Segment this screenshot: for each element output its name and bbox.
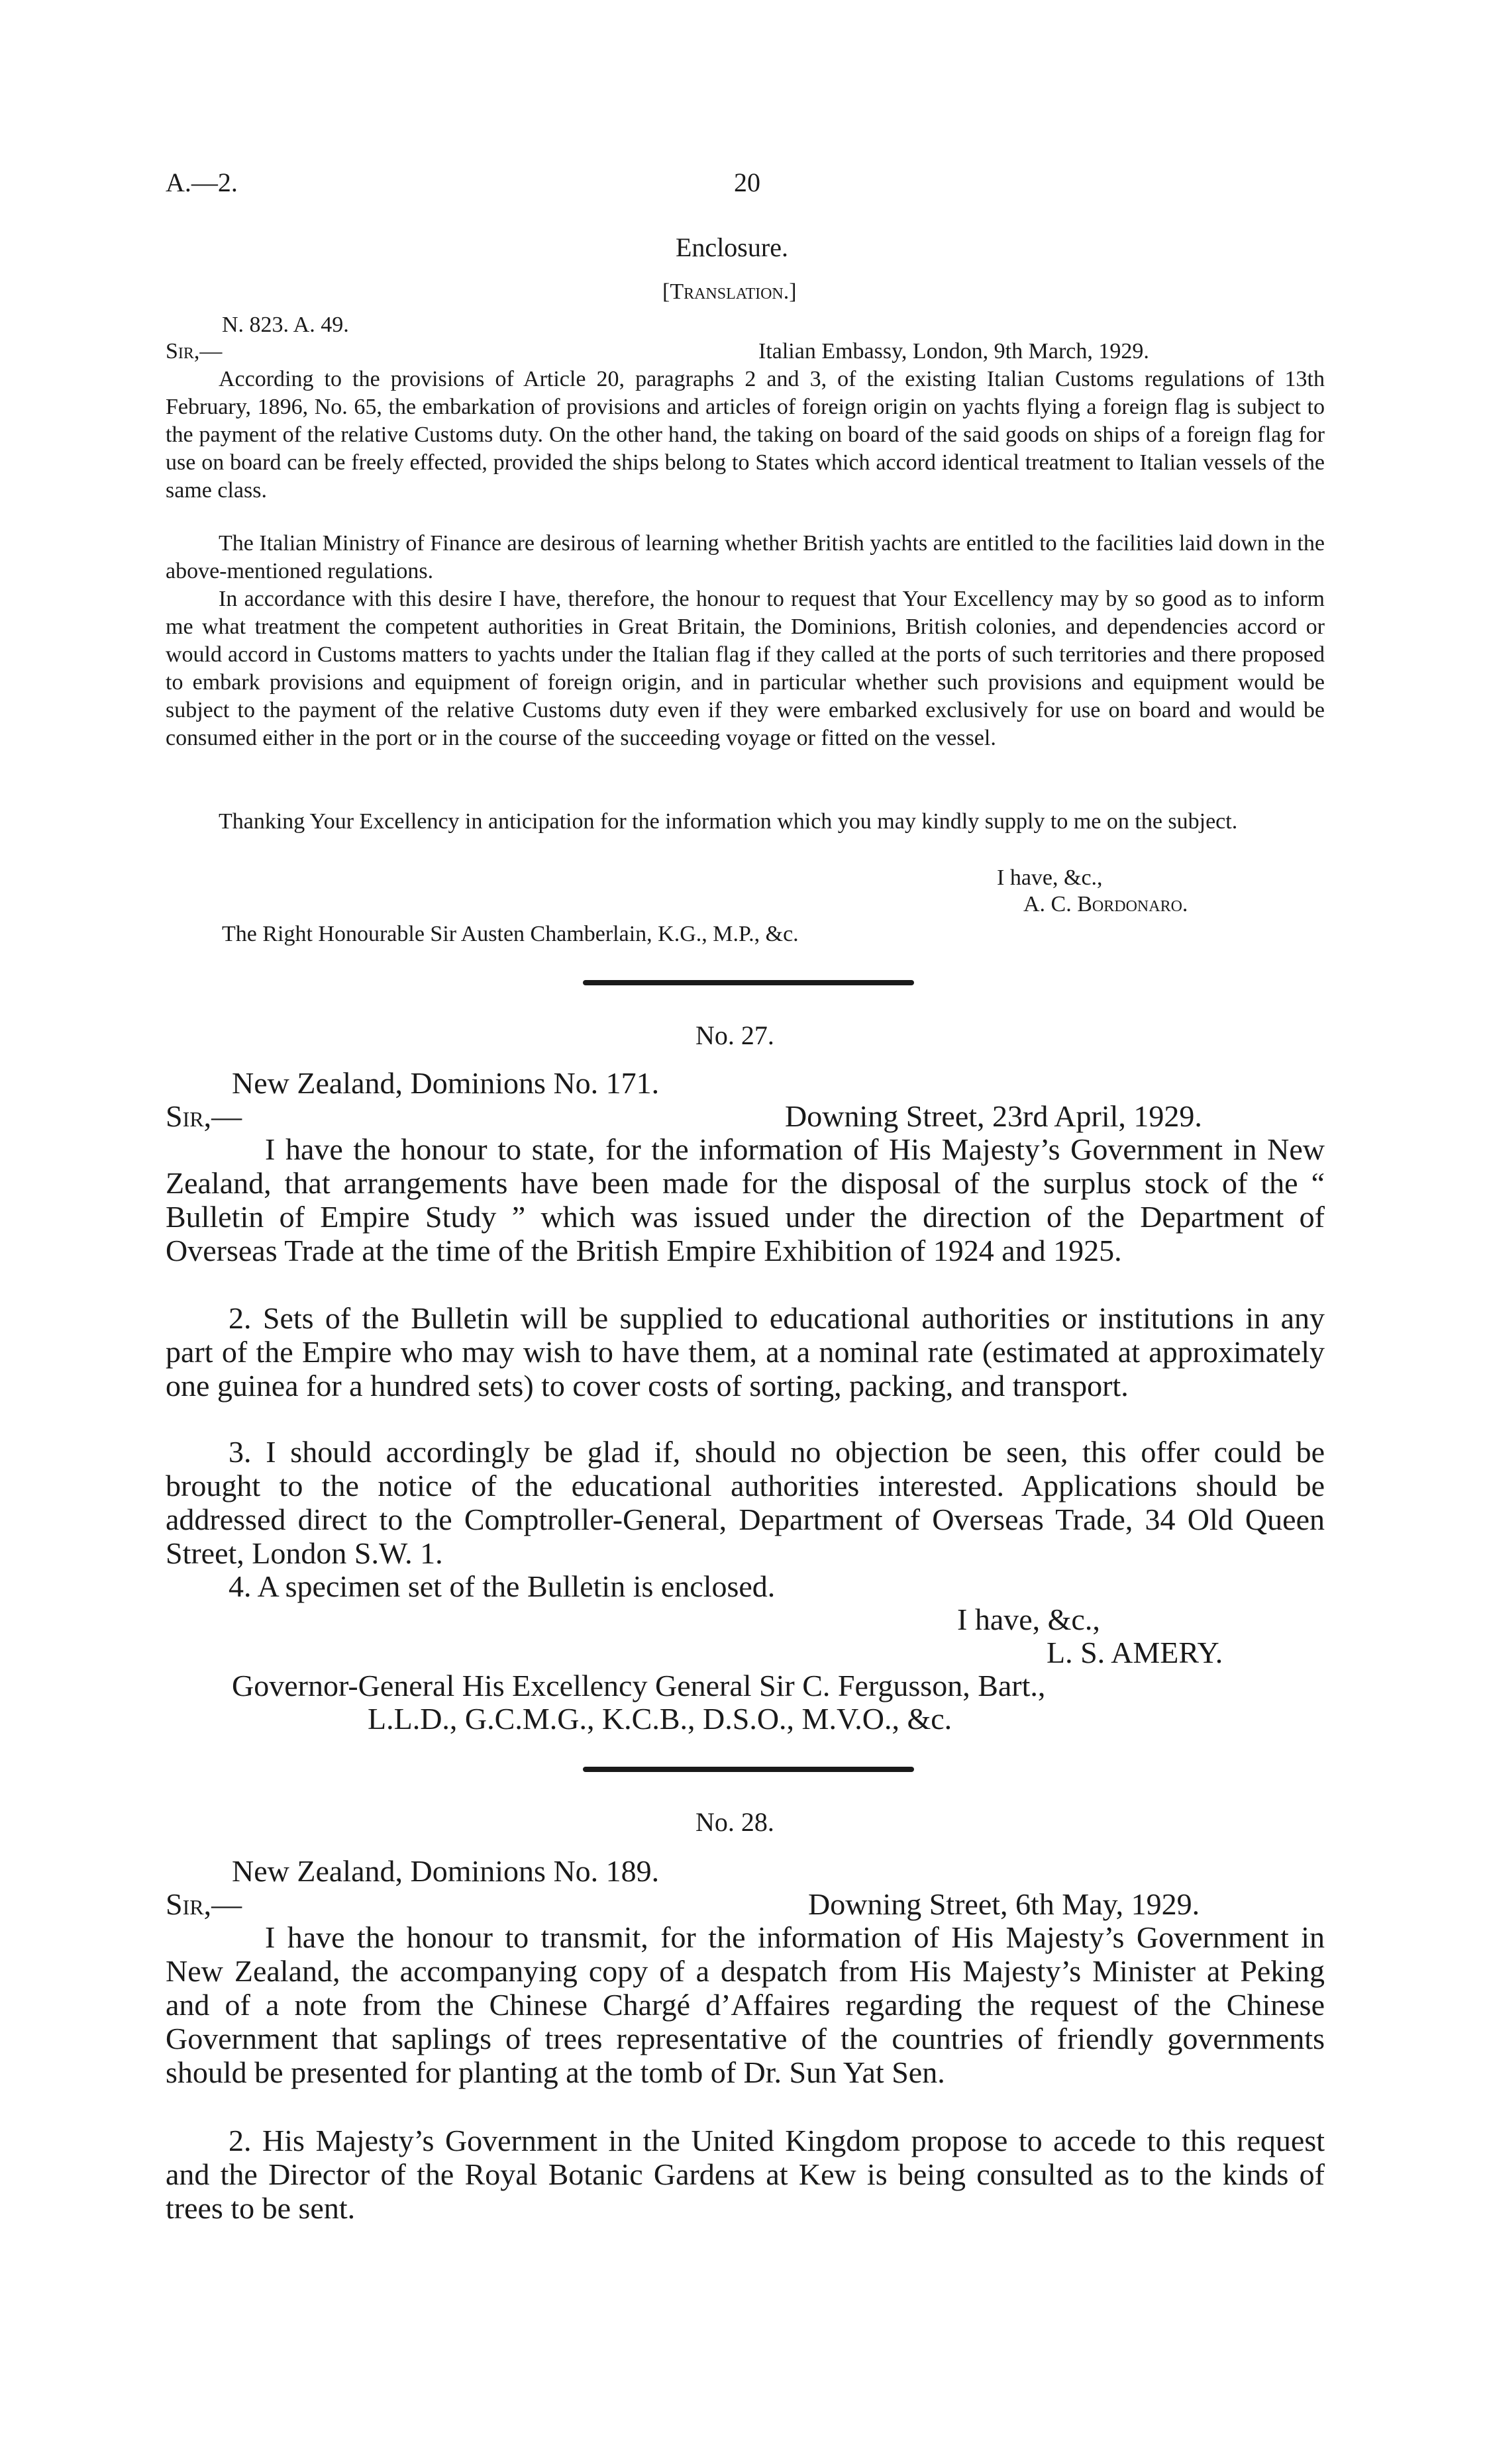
page-number: 20 (734, 168, 760, 197)
enclosure-salutation: Sir,— (166, 339, 223, 364)
enclosure-signature: A. C. Bordonaro. (1023, 892, 1188, 916)
no28-reference: New Zealand, Dominions No. 189. (232, 1854, 660, 1888)
no27-signature: L. S. AMERY. (1047, 1636, 1223, 1669)
enclosure-paragraph-1: According to the provisions of Article 20, paragraphs 2 and 3, of the existing Italian Customs regulations of 13th February, 1896, No. 65, the embarkation of provisions and articles of foreign origin on yachts flying a foreign flag is subject to the payment of the relative Customs duty. On the other hand, the taking on board of the said goods on ships of a foreign flag for use on board can be freely effected, provided the ships belong to States which accord identical treatment to Italian vessels of the same class. (166, 367, 1325, 503)
no28-paragraph-1: I have the honour to transmit, for the information of His Majesty’s Government in New Zealand, the accompanying copy of a despatch from His Majesty’s Minister at Peking and of a note from the Chinese Chargé d’Affaires regarding the request of the Chinese Government that saplings of trees representative of the countries of friendly governments should be presented for planting at the tomb of Dr. Sun Yat Sen. (166, 1920, 1325, 2089)
no27-paragraph-1: I have the honour to state, for the information of His Majesty’s Government in New Zealand, that arrangements have been made for the disposal of the surplus stock of the “ Bulletin of Empire Study ” which was issued under the direction of the Department of Overseas Trade at the time of the British Empire Exhibition of 1924 and 1925. (166, 1132, 1325, 1267)
no27-closing: I have, &c., (957, 1602, 1100, 1636)
section-divider-2 (583, 1767, 914, 1772)
section-divider-1 (583, 980, 914, 985)
enclosure-place-date: Italian Embassy, London, 9th March, 1929. (758, 339, 1149, 364)
enclosure-paragraph-4: Thanking Your Excellency in anticipation for the information which you may kindly supply to me on the subject. (219, 809, 1238, 834)
no27-paragraph-4: 4. A specimen set of the Bulletin is enclosed. (229, 1569, 776, 1603)
no28-place-date: Downing Street, 6th May, 1929. (808, 1887, 1200, 1921)
no28-paragraph-2: 2. His Majesty’s Government in the United Kingdom propose to accede to this request and the Director of the Royal Botanic Gardens at Kew is being consulted as to the kinds of trees to be sent. (166, 2124, 1325, 2225)
no28-number: No. 28. (695, 1807, 774, 1837)
enclosure-reference: N. 823. A. 49. (222, 313, 349, 337)
translation-note: [Translation.] (662, 279, 797, 304)
no27-place-date: Downing Street, 23rd April, 1929. (785, 1099, 1202, 1133)
no27-paragraph-2: 2. Sets of the Bulletin will be supplied to educational authorities or institutions in any part of the Empire who may wish to have them, at a nominal rate (estimated at approximately one guinea for a hundred sets) to cover costs of sorting, packing, and transport. (166, 1301, 1325, 1403)
no28-salutation: Sir,— (166, 1887, 242, 1921)
no27-reference: New Zealand, Dominions No. 171. (232, 1066, 660, 1100)
enclosure-paragraph-3: In accordance with this desire I have, therefore, the honour to request that Your Excellency may by so good as to inform me what treatment the competent authorities in Great Britain, the Dominions, British colonies, and dependencies accord or would accord in Customs matters to yachts under the Italian flag if they called at the ports of such territories and there proposed to embark provisions and equipment of foreign origin, and in particular whether such provisions and equipment would be subject to the payment of the relative Customs duty even if they were embarked exclusively for use on board and would be consumed either in the port or in the course of the succeeding voyage or fitted on the vessel. (166, 587, 1325, 750)
no27-addressee-line1: Governor-General His Excellency General Sir C. Fergusson, Bart., (232, 1669, 1046, 1702)
enclosure-paragraph-2: The Italian Ministry of Finance are desirous of learning whether British yachts are entitled to the facilities laid down in the above-mentioned regulations. (166, 531, 1325, 583)
enclosure-closing: I have, &c., (997, 865, 1103, 890)
series-reference: A.—2. (166, 168, 238, 197)
no27-addressee-line2: L.L.D., G.C.M.G., K.C.B., D.S.O., M.V.O., &c. (368, 1702, 952, 1736)
no27-paragraph-3: 3. I should accordingly be glad if, should no objection be seen, this offer could be brought to the notice of the educational authorities interested. Applications should be addressed direct to the Comptroller-General, Department of Overseas Trade, 34 Old Queen Street, London S.W. 1. (166, 1435, 1325, 1570)
no27-salutation: Sir,— (166, 1099, 242, 1133)
enclosure-addressee: The Right Honourable Sir Austen Chamberlain, K.G., M.P., &c. (222, 922, 799, 946)
no27-number: No. 27. (695, 1020, 774, 1050)
enclosure-title: Enclosure. (676, 232, 788, 262)
